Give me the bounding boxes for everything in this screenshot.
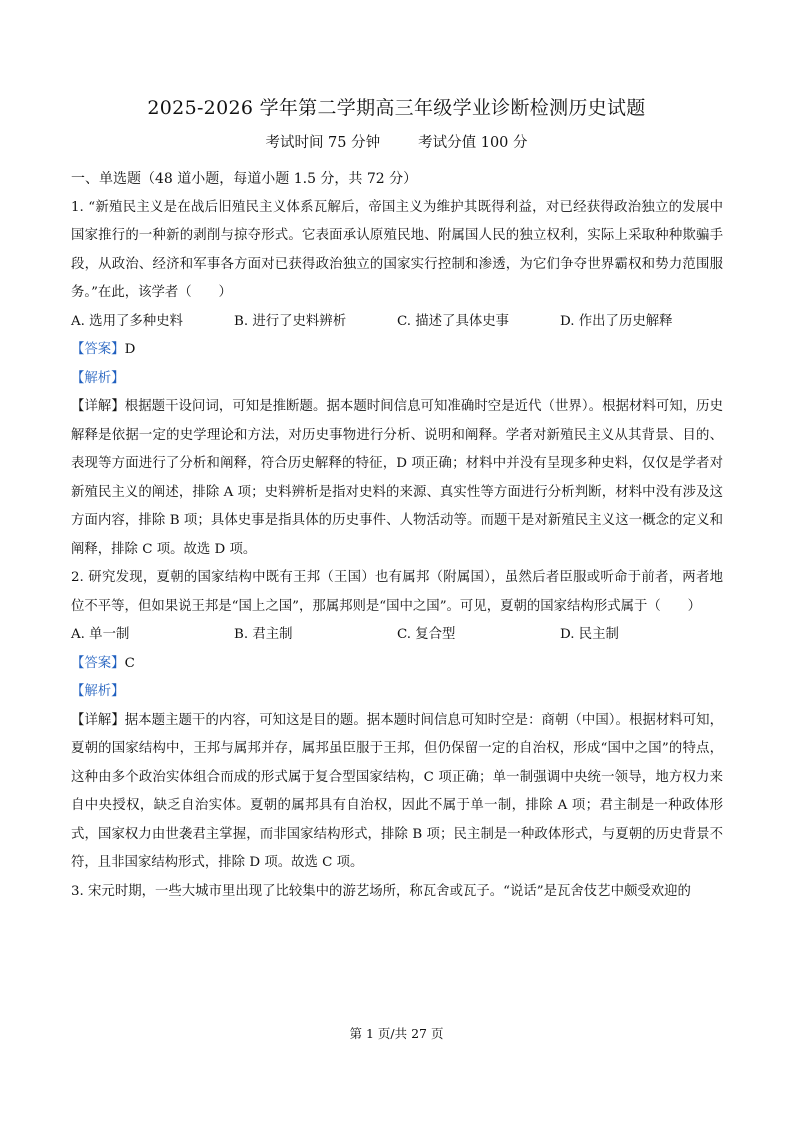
exam-score: 考试分值 100 分 (418, 135, 528, 151)
question-2-analysis (71, 678, 723, 707)
detail-text: 根据题干设问词，可知是推断题。据本题时间信息可知准确时空是近代（世界）。根据材料可知，历史解释是依据一定的史学理论和方法，对历史事物进行分析、说明和阐释。学者对新殖民主义从其背景、目的、表现等方面进行了分析和阐释，符合历史解释的特征，D 项正确；材料中并没有呈现多种史料，仅仅是学者对新殖民主义的阐述，排除 A 项；史料辨析是指对史料的来源、真实性等方面进行分析判断，材料中没有涉及这方面内容，排除 B 项；具体史事是指具体的历史事件、人物活动等。而题干是对新殖民主义这一概念的定义和阐释，排除 C 项。故选 D 项。 (71, 399, 724, 557)
question-2-option-c: C. 复合型 (397, 627, 456, 642)
question-1-option-b: B. 进行了史料辨析 (234, 313, 347, 329)
question-2-option-d: D. 民主制 (560, 627, 619, 642)
question-3-stem: 3. 宋元时期，一些大城市里出现了比较集中的游艺场所，称瓦舍或瓦子。“说话”是瓦舍伎艺中颇受欢迎的 (71, 883, 691, 899)
question-2-detail (71, 707, 723, 878)
detail-tag: 【详解】 (71, 712, 125, 728)
answer-tag: 【答案】 (71, 655, 125, 671)
question-1-option-d: D. 作出了历史解释 (560, 313, 673, 329)
answer-value: C (124, 655, 135, 671)
answer-tag: 【答案】 (71, 342, 125, 357)
question-1-analysis (71, 365, 723, 394)
question-2-answer (71, 650, 723, 679)
analysis-tag: 【解析】 (71, 684, 125, 699)
analysis-tag: 【解析】 (71, 370, 125, 386)
question-2-options (71, 621, 723, 650)
question-1-detail (71, 393, 723, 564)
question-2-stem: 2. 研究发现，夏朝的国家结构中既有王邦（王国）也有属邦（附属国），虽然后者臣服或听命于前者，两者地位不平等，但如果说王邦是“国上之国”，那属邦则是“国中之国”。可见，夏朝的国家结构形式属于（ ） (71, 570, 723, 614)
detail-text: 据本题主题干的内容，可知这是目的题。据本题时间信息可知时空是：商朝（中国）。根据材料可知，夏朝的国家结构中，王邦与属邦并存，属邦虽臣服于王邦，但仍保留一定的自治权，形成“国中之国”的特点，这种由多个政治实体组合而成的形式属于复合型国家结构，C 项正确；单一制强调中央统一领导，地方权力来自中央授权，缺乏自治实体。夏朝的属邦具有自治权，因此不属于单一制，排除 A 项；君主制是一种政体形式，国家权力由世袭君主掌握，而非国家结构形式，排除 B 项；民主制是一种政体形式，与夏朝的历史背景不符，且非国家结构形式，排除 D 项。故选 C 项。 (71, 712, 724, 870)
question-2-option-a: A. 单一制 (71, 627, 130, 642)
question-1-stem: 1. “新殖民主义是在战后旧殖民主义体系瓦解后，帝国主义为维护其既得利益，对已经获得政治独立的发展中国家推行的一种新的剥削与掠夺形式。它表面承认原殖民地、附属国人民的独立权利，实际上采取种种欺骗手段，从政治、经济和军事各方面对已获得政治独立的国家实行控制和渗透，为它们争夺世界霸权和势力范围服务。”在此，该学者（ ） (71, 199, 723, 300)
exam-time: 考试时间 75 分钟 (265, 135, 381, 151)
question-1-option-a: A. 选用了多种史料 (71, 313, 183, 329)
exam-title: 2025-2026 学年第二学期高三年级学业诊断检测历史试题 (147, 97, 646, 119)
answer-value: D (124, 342, 136, 357)
exam-content (71, 165, 723, 906)
detail-tag: 【详解】 (71, 399, 125, 414)
question-1-answer (71, 336, 723, 365)
question-2-option-b: B. 君主制 (234, 627, 293, 642)
section-title: 一、单选题（48 道小题，每道小题 1.5 分，共 72 分） (71, 171, 418, 187)
question-1-option-c: C. 描述了具体史事 (397, 313, 510, 329)
question-1-options (71, 308, 723, 337)
exam-info (0, 132, 793, 154)
page-footer: 第 1 页/共 27 页 (349, 1026, 444, 1041)
